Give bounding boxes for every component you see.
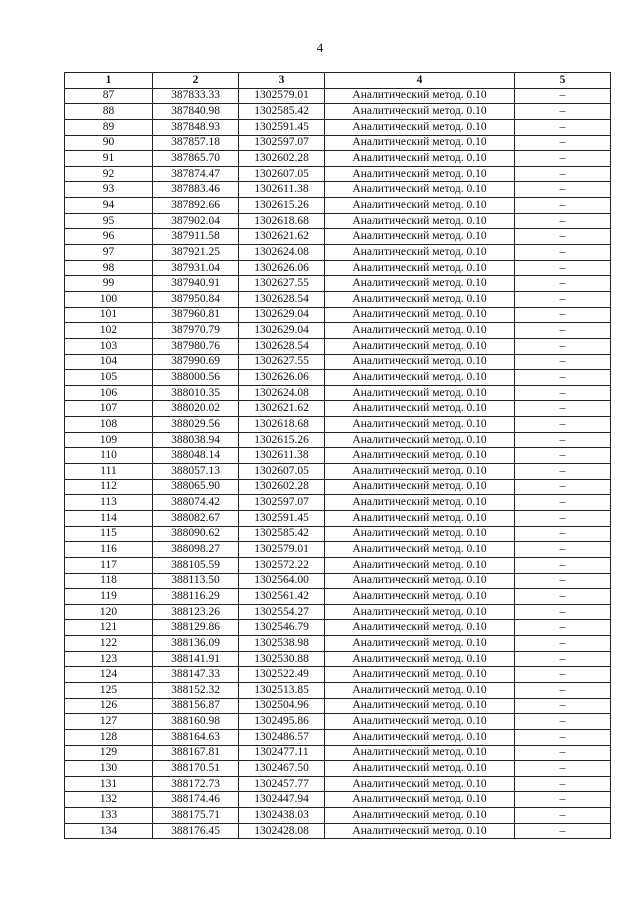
page-number: 4 <box>316 40 324 55</box>
table-cell: 1302477.11 <box>239 745 325 761</box>
table-cell: Аналитический метод. 0.10 <box>325 229 515 245</box>
table-cell: 1302585.42 <box>239 526 325 542</box>
table-cell: 1302546.79 <box>239 620 325 636</box>
table-cell: 1302624.08 <box>239 245 325 261</box>
table-cell: Аналитический метод. 0.10 <box>325 495 515 511</box>
table-cell: 95 <box>65 213 153 229</box>
table-cell: 1302486.57 <box>239 729 325 745</box>
table-cell: – <box>515 307 611 323</box>
table-cell: 388160.98 <box>153 714 239 730</box>
table-cell: Аналитический метод. 0.10 <box>325 808 515 824</box>
table-cell: 388113.50 <box>153 573 239 589</box>
table-cell: 1302621.62 <box>239 229 325 245</box>
table-cell: 119 <box>65 589 153 605</box>
table-cell: Аналитический метод. 0.10 <box>325 667 515 683</box>
table-cell: 1302530.88 <box>239 651 325 667</box>
table-cell: Аналитический метод. 0.10 <box>325 307 515 323</box>
table-body <box>65 88 611 839</box>
table-cell: 1302607.05 <box>239 464 325 480</box>
table-cell: Аналитический метод. 0.10 <box>325 417 515 433</box>
table-cell: – <box>515 651 611 667</box>
table-row <box>65 417 611 433</box>
table-cell: 387892.66 <box>153 198 239 214</box>
table-cell: – <box>515 495 611 511</box>
column-header: 5 <box>515 73 611 89</box>
table-cell: 1302513.85 <box>239 682 325 698</box>
table-cell: – <box>515 104 611 120</box>
table-cell: – <box>515 589 611 605</box>
table-cell: 127 <box>65 714 153 730</box>
table-cell: 1302495.86 <box>239 714 325 730</box>
table-cell: 1302591.45 <box>239 510 325 526</box>
table-cell: 104 <box>65 354 153 370</box>
table-cell: 388170.51 <box>153 761 239 777</box>
table-row <box>65 776 611 792</box>
table-cell: 388167.81 <box>153 745 239 761</box>
table-cell: – <box>515 338 611 354</box>
table-cell: 1302561.42 <box>239 589 325 605</box>
table-row <box>65 495 611 511</box>
table-cell: 387921.25 <box>153 245 239 261</box>
table-cell: 387848.93 <box>153 119 239 135</box>
table-cell: 124 <box>65 667 153 683</box>
table-cell: 1302627.55 <box>239 354 325 370</box>
table-cell: 1302615.26 <box>239 432 325 448</box>
table-cell: 120 <box>65 604 153 620</box>
table-cell: 388090.62 <box>153 526 239 542</box>
table-cell: 388074.42 <box>153 495 239 511</box>
table-cell: – <box>515 88 611 104</box>
table-row <box>65 667 611 683</box>
table-row <box>65 823 611 839</box>
table-cell: – <box>515 245 611 261</box>
table-row <box>65 401 611 417</box>
table-cell: – <box>515 354 611 370</box>
table-cell: 125 <box>65 682 153 698</box>
table-cell: 388029.56 <box>153 417 239 433</box>
table-cell: – <box>515 417 611 433</box>
table-row <box>65 604 611 620</box>
table-cell: 1302611.38 <box>239 448 325 464</box>
table-cell: Аналитический метод. 0.10 <box>325 323 515 339</box>
table-cell: – <box>515 213 611 229</box>
table-cell: 130 <box>65 761 153 777</box>
table-cell: Аналитический метод. 0.10 <box>325 104 515 120</box>
table-row <box>65 510 611 526</box>
table-cell: 387865.70 <box>153 151 239 167</box>
table-cell: 100 <box>65 291 153 307</box>
table-cell: Аналитический метод. 0.10 <box>325 714 515 730</box>
table-cell: 1302621.62 <box>239 401 325 417</box>
table-row <box>65 432 611 448</box>
table-cell: – <box>515 479 611 495</box>
column-header: 4 <box>325 73 515 89</box>
table-cell: – <box>515 151 611 167</box>
table-cell: 122 <box>65 636 153 652</box>
table-cell: 129 <box>65 745 153 761</box>
table-cell: – <box>515 636 611 652</box>
table-row <box>65 714 611 730</box>
table-row <box>65 636 611 652</box>
table-cell: Аналитический метод. 0.10 <box>325 620 515 636</box>
table-cell: 118 <box>65 573 153 589</box>
table-cell: 1302438.03 <box>239 808 325 824</box>
table-cell: Аналитический метод. 0.10 <box>325 448 515 464</box>
table-cell: Аналитический метод. 0.10 <box>325 401 515 417</box>
table-cell: 388082.67 <box>153 510 239 526</box>
table-cell: Аналитический метод. 0.10 <box>325 260 515 276</box>
table-cell: – <box>515 260 611 276</box>
table-cell: 96 <box>65 229 153 245</box>
table-cell: 387931.04 <box>153 260 239 276</box>
table-cell: – <box>515 823 611 839</box>
table-row <box>65 589 611 605</box>
table-cell: – <box>515 667 611 683</box>
table-cell: 126 <box>65 698 153 714</box>
table-cell: 116 <box>65 542 153 558</box>
table-cell: 109 <box>65 432 153 448</box>
table-cell: 1302628.54 <box>239 338 325 354</box>
coordinates-table <box>64 72 611 839</box>
table-cell: 1302585.42 <box>239 104 325 120</box>
table-cell: 387950.84 <box>153 291 239 307</box>
table-cell: – <box>515 198 611 214</box>
table-row <box>65 557 611 573</box>
table-cell: 1302579.01 <box>239 542 325 558</box>
table-cell: Аналитический метод. 0.10 <box>325 464 515 480</box>
table-cell: Аналитический метод. 0.10 <box>325 276 515 292</box>
table-cell: 117 <box>65 557 153 573</box>
table-cell: Аналитический метод. 0.10 <box>325 776 515 792</box>
table-cell: Аналитический метод. 0.10 <box>325 682 515 698</box>
table-row <box>65 385 611 401</box>
table-row <box>65 542 611 558</box>
table-cell: 98 <box>65 260 153 276</box>
table-cell: Аналитический метод. 0.10 <box>325 761 515 777</box>
table-cell: 388010.35 <box>153 385 239 401</box>
table-cell: 1302615.26 <box>239 198 325 214</box>
table-cell: 388000.56 <box>153 370 239 386</box>
table-row <box>65 338 611 354</box>
table-cell: – <box>515 432 611 448</box>
table-cell: Аналитический метод. 0.10 <box>325 729 515 745</box>
table-cell: 1302564.00 <box>239 573 325 589</box>
table-cell: 1302467.50 <box>239 761 325 777</box>
table-cell: 1302626.06 <box>239 370 325 386</box>
table-cell: 1302607.05 <box>239 166 325 182</box>
table-row <box>65 291 611 307</box>
table-cell: Аналитический метод. 0.10 <box>325 385 515 401</box>
table-cell: 90 <box>65 135 153 151</box>
table-cell: 388105.59 <box>153 557 239 573</box>
table-cell: 105 <box>65 370 153 386</box>
table-cell: – <box>515 526 611 542</box>
table-row <box>65 761 611 777</box>
table-cell: 92 <box>65 166 153 182</box>
table-cell: – <box>515 776 611 792</box>
table-cell: 1302428.08 <box>239 823 325 839</box>
table-cell: 388020.02 <box>153 401 239 417</box>
table-cell: Аналитический метод. 0.10 <box>325 213 515 229</box>
table-cell: Аналитический метод. 0.10 <box>325 151 515 167</box>
table-cell: Аналитический метод. 0.10 <box>325 88 515 104</box>
table-cell: 388123.26 <box>153 604 239 620</box>
table-cell: 1302504.96 <box>239 698 325 714</box>
table-cell: – <box>515 166 611 182</box>
table-row <box>65 651 611 667</box>
table-cell: 387902.04 <box>153 213 239 229</box>
table-cell: 387857.18 <box>153 135 239 151</box>
table-cell: – <box>515 542 611 558</box>
table-cell: 1302611.38 <box>239 182 325 198</box>
table-row <box>65 166 611 182</box>
table-cell: 387840.98 <box>153 104 239 120</box>
table-row <box>65 119 611 135</box>
table-cell: – <box>515 745 611 761</box>
table-cell: 1302447.94 <box>239 792 325 808</box>
table-cell: 111 <box>65 464 153 480</box>
table-row <box>65 88 611 104</box>
table-cell: 1302572.22 <box>239 557 325 573</box>
table-cell: 106 <box>65 385 153 401</box>
table-cell: 388152.32 <box>153 682 239 698</box>
table-row <box>65 307 611 323</box>
table-cell: Аналитический метод. 0.10 <box>325 370 515 386</box>
table-cell: – <box>515 682 611 698</box>
table-cell: – <box>515 229 611 245</box>
table-cell: 121 <box>65 620 153 636</box>
table-cell: 101 <box>65 307 153 323</box>
table-cell: 94 <box>65 198 153 214</box>
table-cell: 1302591.45 <box>239 119 325 135</box>
table-row <box>65 479 611 495</box>
table-cell: – <box>515 714 611 730</box>
table-cell: – <box>515 698 611 714</box>
table-row <box>65 135 611 151</box>
table-cell: 1302597.07 <box>239 495 325 511</box>
table-cell: 387940.91 <box>153 276 239 292</box>
table-cell: 91 <box>65 151 153 167</box>
table-cell: 1302628.54 <box>239 291 325 307</box>
table-cell: Аналитический метод. 0.10 <box>325 792 515 808</box>
table-cell: 388129.86 <box>153 620 239 636</box>
table-cell: 387960.81 <box>153 307 239 323</box>
table-row <box>65 745 611 761</box>
table-cell: Аналитический метод. 0.10 <box>325 198 515 214</box>
table-cell: 89 <box>65 119 153 135</box>
table-cell: 133 <box>65 808 153 824</box>
table-row <box>65 276 611 292</box>
table-cell: Аналитический метод. 0.10 <box>325 651 515 667</box>
table-cell: Аналитический метод. 0.10 <box>325 119 515 135</box>
table-cell: 128 <box>65 729 153 745</box>
table-header-row <box>65 73 611 89</box>
table-cell: Аналитический метод. 0.10 <box>325 589 515 605</box>
table-cell: 388065.90 <box>153 479 239 495</box>
table-cell: – <box>515 276 611 292</box>
table-cell: 1302602.28 <box>239 151 325 167</box>
table-row <box>65 213 611 229</box>
table-cell: – <box>515 135 611 151</box>
table-cell: Аналитический метод. 0.10 <box>325 698 515 714</box>
table-cell: 115 <box>65 526 153 542</box>
table-cell: – <box>515 401 611 417</box>
table-cell: – <box>515 510 611 526</box>
table-cell: Аналитический метод. 0.10 <box>325 166 515 182</box>
table-cell: Аналитический метод. 0.10 <box>325 182 515 198</box>
table-cell: 388175.71 <box>153 808 239 824</box>
table-cell: 87 <box>65 88 153 104</box>
table-cell: – <box>515 620 611 636</box>
table-cell: – <box>515 792 611 808</box>
table-cell: Аналитический метод. 0.10 <box>325 636 515 652</box>
table-cell: Аналитический метод. 0.10 <box>325 542 515 558</box>
table-cell: Аналитический метод. 0.10 <box>325 338 515 354</box>
table-cell: 108 <box>65 417 153 433</box>
table-cell: – <box>515 448 611 464</box>
table-cell: 1302597.07 <box>239 135 325 151</box>
table-cell: – <box>515 729 611 745</box>
table-row <box>65 260 611 276</box>
table-cell: 99 <box>65 276 153 292</box>
table-cell: 387874.47 <box>153 166 239 182</box>
table-cell: 387833.33 <box>153 88 239 104</box>
table-cell: 97 <box>65 245 153 261</box>
table-cell: – <box>515 761 611 777</box>
table-cell: 1302618.68 <box>239 417 325 433</box>
table-row <box>65 698 611 714</box>
table-row <box>65 808 611 824</box>
table-cell: 112 <box>65 479 153 495</box>
column-header: 2 <box>153 73 239 89</box>
table-cell: 1302627.55 <box>239 276 325 292</box>
table-cell: Аналитический метод. 0.10 <box>325 526 515 542</box>
table-cell: 88 <box>65 104 153 120</box>
table-cell: 1302629.04 <box>239 323 325 339</box>
table-cell: – <box>515 370 611 386</box>
table-cell: 110 <box>65 448 153 464</box>
table-cell: 388057.13 <box>153 464 239 480</box>
table-cell: 388156.87 <box>153 698 239 714</box>
table-cell: 123 <box>65 651 153 667</box>
table-row <box>65 682 611 698</box>
table-row <box>65 354 611 370</box>
table-cell: 1302522.49 <box>239 667 325 683</box>
table-cell: 131 <box>65 776 153 792</box>
table-cell: – <box>515 119 611 135</box>
table-cell: 388141.91 <box>153 651 239 667</box>
table-cell: – <box>515 323 611 339</box>
table-cell: 113 <box>65 495 153 511</box>
table-row <box>65 573 611 589</box>
table-row <box>65 448 611 464</box>
table-cell: – <box>515 808 611 824</box>
table-row <box>65 792 611 808</box>
table-cell: Аналитический метод. 0.10 <box>325 135 515 151</box>
table-cell: 107 <box>65 401 153 417</box>
table-cell: Аналитический метод. 0.10 <box>325 745 515 761</box>
table-cell: 103 <box>65 338 153 354</box>
table-row <box>65 151 611 167</box>
table-cell: – <box>515 464 611 480</box>
table-cell: – <box>515 385 611 401</box>
table-cell: Аналитический метод. 0.10 <box>325 479 515 495</box>
table-row <box>65 198 611 214</box>
column-header: 1 <box>65 73 153 89</box>
table-cell: 388048.14 <box>153 448 239 464</box>
table-cell: 387883.46 <box>153 182 239 198</box>
table-cell: 387990.69 <box>153 354 239 370</box>
table-cell: Аналитический метод. 0.10 <box>325 432 515 448</box>
table-cell: Аналитический метод. 0.10 <box>325 573 515 589</box>
table-row <box>65 323 611 339</box>
table-row <box>65 464 611 480</box>
table-cell: 387970.79 <box>153 323 239 339</box>
table-cell: 388176.45 <box>153 823 239 839</box>
table-cell: 388136.09 <box>153 636 239 652</box>
table-row <box>65 370 611 386</box>
table-cell: 388147.33 <box>153 667 239 683</box>
table-cell: – <box>515 557 611 573</box>
table-cell: 1302554.27 <box>239 604 325 620</box>
table-cell: 388038.94 <box>153 432 239 448</box>
table-cell: 134 <box>65 823 153 839</box>
table-cell: 387980.76 <box>153 338 239 354</box>
table-cell: 1302602.28 <box>239 479 325 495</box>
table-cell: Аналитический метод. 0.10 <box>325 291 515 307</box>
table-cell: 1302618.68 <box>239 213 325 229</box>
table-cell: – <box>515 573 611 589</box>
table-row <box>65 104 611 120</box>
table-row <box>65 526 611 542</box>
table-cell: Аналитический метод. 0.10 <box>325 510 515 526</box>
table-cell: – <box>515 604 611 620</box>
table-row <box>65 182 611 198</box>
table-row <box>65 729 611 745</box>
table-cell: 388164.63 <box>153 729 239 745</box>
table-cell: 1302624.08 <box>239 385 325 401</box>
table-cell: Аналитический метод. 0.10 <box>325 604 515 620</box>
table-cell: 388174.46 <box>153 792 239 808</box>
table-cell: 387911.58 <box>153 229 239 245</box>
table-cell: – <box>515 182 611 198</box>
table-cell: – <box>515 291 611 307</box>
table-cell: Аналитический метод. 0.10 <box>325 354 515 370</box>
table-cell: Аналитический метод. 0.10 <box>325 245 515 261</box>
table-row <box>65 229 611 245</box>
table-cell: 93 <box>65 182 153 198</box>
table-cell: 1302579.01 <box>239 88 325 104</box>
table-row <box>65 245 611 261</box>
table-row <box>65 620 611 636</box>
table-cell: Аналитический метод. 0.10 <box>325 557 515 573</box>
table-cell: 1302457.77 <box>239 776 325 792</box>
table-cell: 388172.73 <box>153 776 239 792</box>
table-cell: 132 <box>65 792 153 808</box>
table-cell: 114 <box>65 510 153 526</box>
table-cell: 1302626.06 <box>239 260 325 276</box>
table-cell: 388098.27 <box>153 542 239 558</box>
table-cell: 1302629.04 <box>239 307 325 323</box>
table-cell: 388116.29 <box>153 589 239 605</box>
table-cell: Аналитический метод. 0.10 <box>325 823 515 839</box>
column-header: 3 <box>239 73 325 89</box>
table-cell: 1302538.98 <box>239 636 325 652</box>
table-cell: 102 <box>65 323 153 339</box>
